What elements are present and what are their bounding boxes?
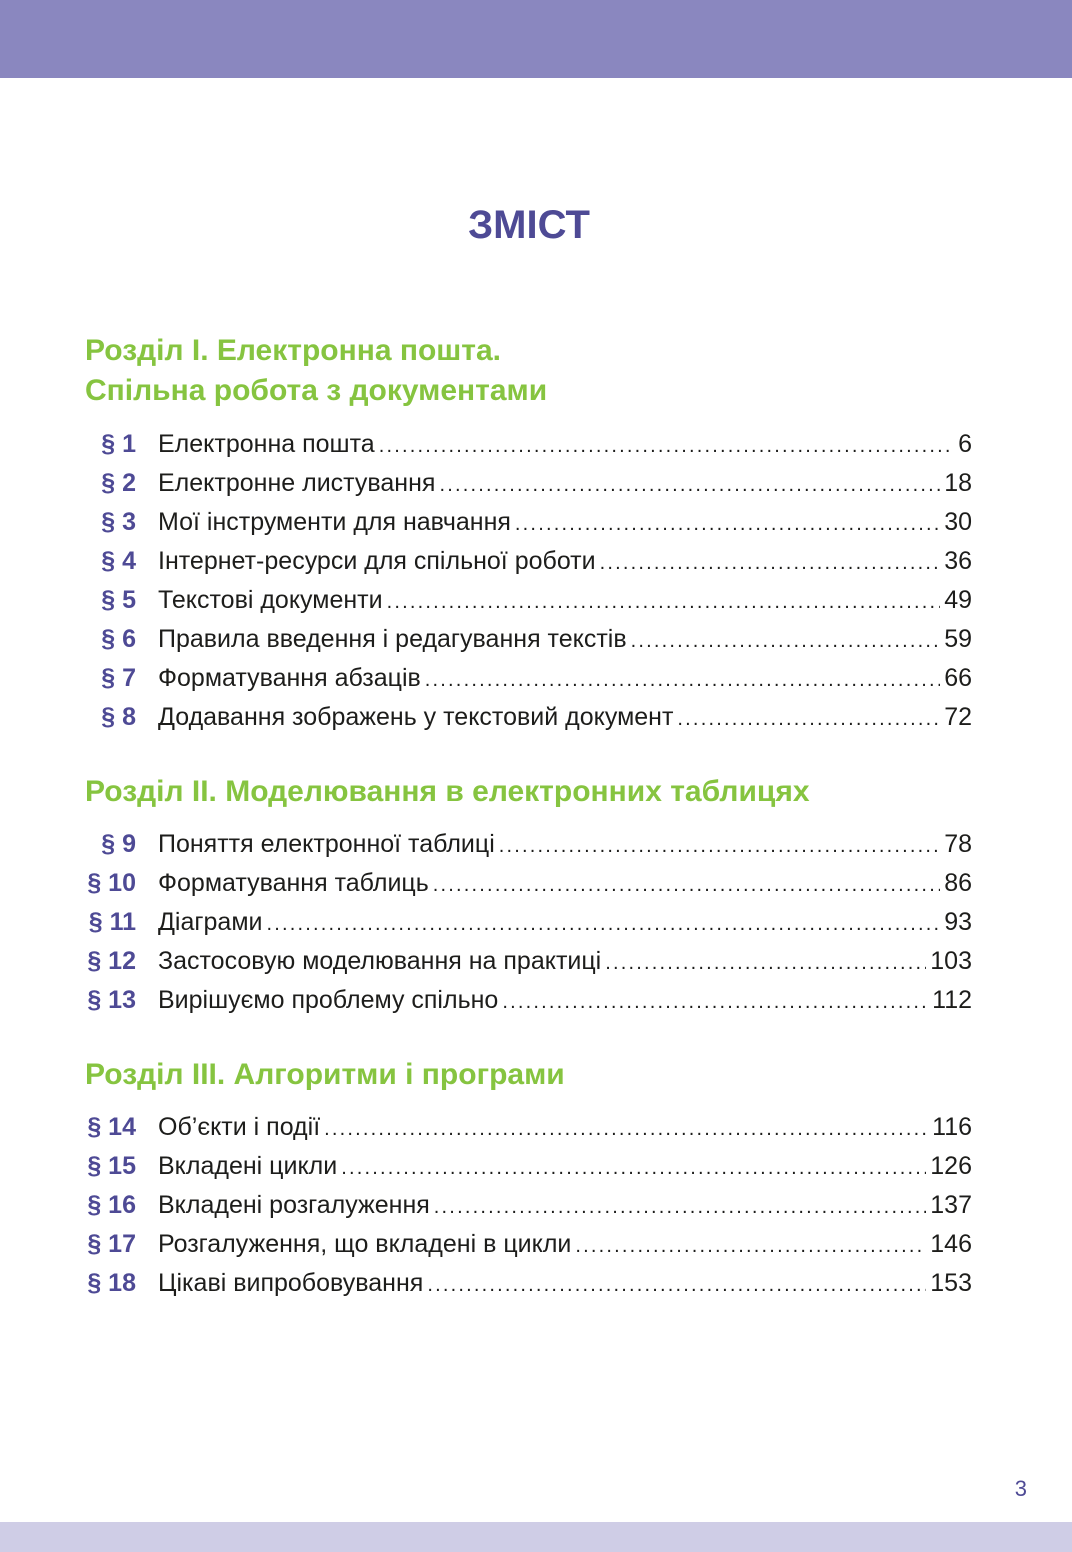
toc-entry-number: § 17 xyxy=(87,1230,136,1258)
toc-entry-1[interactable] xyxy=(0,425,1072,464)
dot-leader xyxy=(605,944,926,983)
dot-leader xyxy=(427,1266,926,1305)
toc-entry-number: § 2 xyxy=(101,469,136,497)
toc-entry-number: § 11 xyxy=(88,908,136,936)
toc-entry-page: 137 xyxy=(930,1191,972,1219)
toc-entry-title: Додавання зображень у текстовий документ xyxy=(158,703,674,731)
dot-leader xyxy=(425,661,940,700)
toc-entry-title: Текстові документи xyxy=(158,586,383,614)
toc-entry-title: Електронне листування xyxy=(158,469,436,497)
section-heading-line: Розділ III. Алгоритми і програми xyxy=(85,1058,565,1091)
toc-entry-title: Вкладені цикли xyxy=(158,1152,338,1180)
toc-entry-page: 126 xyxy=(930,1152,972,1180)
toc-entry-title: Вирішуємо проблему спільно xyxy=(158,986,499,1014)
toc-entry-page: 112 xyxy=(932,986,972,1014)
toc-entry-title: Застосовую моделювання на практиці xyxy=(158,947,602,975)
section-heading-line: Розділ II. Моделювання в електронних таблицях xyxy=(85,775,810,808)
bottom-color-band xyxy=(0,1522,1072,1552)
toc-entry-page: 78 xyxy=(944,830,972,858)
toc-entry-page: 103 xyxy=(930,947,972,975)
toc-entry-number: § 5 xyxy=(101,586,136,614)
section-heading-line: Спільна робота з документами xyxy=(85,374,548,407)
toc-entry-page: 153 xyxy=(930,1269,972,1297)
toc-entry-number: § 1 xyxy=(101,430,136,458)
dot-leader xyxy=(324,1110,928,1149)
dot-leader xyxy=(387,583,941,622)
toc-entry-number: § 13 xyxy=(87,986,136,1014)
toc-entry-title: Вкладені розгалуження xyxy=(158,1191,430,1219)
toc-entry-title: Об’єкти і події xyxy=(158,1113,321,1141)
page-title: ЗМІСТ xyxy=(468,203,590,247)
toc-entry-title: Поняття електронної таблиці xyxy=(158,830,495,858)
top-color-band xyxy=(0,0,1072,78)
toc-entry-4[interactable] xyxy=(0,542,1072,581)
toc-entry-title: Електронна пошта xyxy=(158,430,375,458)
section-heading-line: Розділ I. Електронна пошта. xyxy=(85,334,502,367)
toc-entry-title: Діаграми xyxy=(158,908,263,936)
toc-entry-number: § 3 xyxy=(101,508,136,536)
toc-entry-number: § 10 xyxy=(87,869,136,897)
toc-entry-17[interactable] xyxy=(0,1225,1072,1264)
toc-list-section-3 xyxy=(0,1108,1072,1303)
toc-entry-page: 146 xyxy=(930,1230,972,1258)
dot-leader xyxy=(502,983,928,1022)
toc-entry-page: 72 xyxy=(944,703,972,731)
toc-entry-10[interactable] xyxy=(0,864,1072,903)
toc-entry-page: 66 xyxy=(944,664,972,692)
dot-leader xyxy=(677,700,940,739)
dot-leader xyxy=(499,827,940,866)
toc-entry-page: 49 xyxy=(944,586,972,614)
dot-leader xyxy=(266,905,940,944)
toc-entry-page: 86 xyxy=(944,869,972,897)
toc-entry-title: Розгалуження, що вкладені в цикли xyxy=(158,1230,572,1258)
toc-entry-number: § 9 xyxy=(101,830,136,858)
toc-entry-8[interactable] xyxy=(0,698,1072,737)
toc-entry-page: 116 xyxy=(932,1113,972,1141)
toc-entry-number: § 16 xyxy=(87,1191,136,1219)
toc-entry-number: § 15 xyxy=(87,1152,136,1180)
section-heading-2 xyxy=(85,772,985,812)
toc-entry-5[interactable] xyxy=(0,581,1072,620)
dot-leader xyxy=(434,1188,926,1227)
dot-leader xyxy=(515,505,940,544)
toc-entry-13[interactable] xyxy=(0,981,1072,1020)
toc-entry-page: 93 xyxy=(944,908,972,936)
dot-leader xyxy=(631,622,941,661)
toc-entry-2[interactable] xyxy=(0,464,1072,503)
dot-leader xyxy=(600,544,941,583)
toc-entry-12[interactable] xyxy=(0,942,1072,981)
toc-entry-title: Форматування таблиць xyxy=(158,869,429,897)
dot-leader xyxy=(575,1227,926,1266)
toc-entry-page: 59 xyxy=(944,625,972,653)
toc-entry-3[interactable] xyxy=(0,503,1072,542)
toc-entry-14[interactable] xyxy=(0,1108,1072,1147)
toc-entry-16[interactable] xyxy=(0,1186,1072,1225)
toc-entry-9[interactable] xyxy=(0,825,1072,864)
toc-entry-page: 30 xyxy=(944,508,972,536)
toc-entry-18[interactable] xyxy=(0,1264,1072,1303)
toc-entry-page: 18 xyxy=(944,469,972,497)
toc-list-section-2 xyxy=(0,825,1072,1020)
toc-entry-number: § 12 xyxy=(87,947,136,975)
toc-entry-number: § 8 xyxy=(101,703,136,731)
dot-leader xyxy=(379,427,954,466)
toc-entry-number: § 6 xyxy=(101,625,136,653)
toc-entry-number: § 4 xyxy=(101,547,136,575)
toc-entry-6[interactable] xyxy=(0,620,1072,659)
section-heading-3 xyxy=(85,1055,985,1095)
dot-leader xyxy=(433,866,940,905)
toc-entry-title: Правила введення і редагування текстів xyxy=(158,625,627,653)
toc-entry-number: § 18 xyxy=(87,1269,136,1297)
section-heading-1 xyxy=(85,331,985,411)
toc-entry-title: Інтернет-ресурси для спільної роботи xyxy=(158,547,596,575)
page-number: 3 xyxy=(1014,1476,1027,1501)
toc-entry-title: Мої інструменти для навчання xyxy=(158,508,511,536)
toc-entry-number: § 7 xyxy=(101,664,136,692)
toc-entry-page: 36 xyxy=(944,547,972,575)
toc-entry-15[interactable] xyxy=(0,1147,1072,1186)
toc-entry-title: Форматування абзаців xyxy=(158,664,421,692)
toc-entry-title: Цікаві випробовування xyxy=(158,1269,424,1297)
toc-entry-page: 6 xyxy=(958,430,972,458)
toc-entry-11[interactable] xyxy=(0,903,1072,942)
dot-leader xyxy=(341,1149,926,1188)
toc-entry-number: § 14 xyxy=(87,1113,136,1141)
toc-list-section-1 xyxy=(0,425,1072,737)
toc-entry-7[interactable] xyxy=(0,659,1072,698)
dot-leader xyxy=(439,466,940,505)
